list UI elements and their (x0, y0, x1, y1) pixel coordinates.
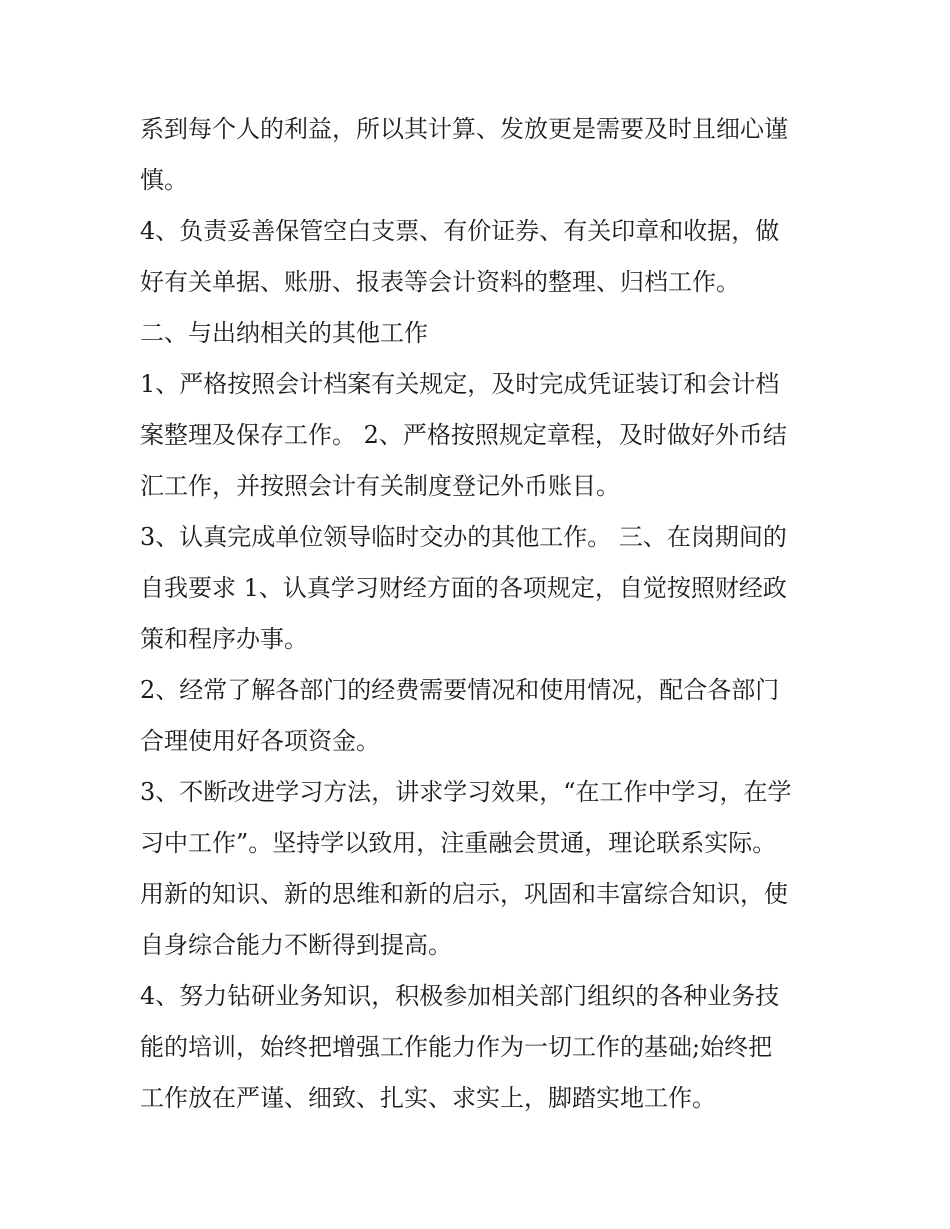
text-line: 工作放在严谨、细致、扎实、求实上，脚踏实地工作。 (140, 1084, 716, 1112)
section-heading: 二、与出纳相关的其他工作 (140, 319, 428, 347)
text-line: 自我要求 1、认真学习财经方面的各项规定，自觉按照财经政 (140, 574, 787, 602)
text-line: 策和程序办事。 (140, 625, 308, 653)
text-line: 好有关单据、账册、报表等会计资料的整理、归档工作。 (140, 268, 740, 296)
text-line: 汇工作，并按照会计有关制度登记外币账目。 (140, 472, 620, 500)
text-line: 案整理及保存工作。 2、严格按照规定章程，及时做好外币结 (140, 421, 787, 449)
text-line: 4、努力钻研业务知识，积极参加相关部门组织的各种业务技 (140, 982, 780, 1010)
text-line: 3、不断改进学习方法，讲求学习效果，“在工作中学习，在学 (140, 778, 792, 806)
text-line: 合理使用好各项资金。 (140, 727, 380, 755)
text-line: 2、经常了解各部门的经费需要情况和使用情况，配合各部门 (140, 676, 780, 704)
text-line: 4、负责妥善保管空白支票、有价证券、有关印章和收据，做 (140, 217, 780, 245)
text-line: 3、认真完成单位领导临时交办的其他工作。 三、在岗期间的 (140, 523, 787, 551)
text-line: 能的培训，始终把增强工作能力作为一切工作的基础;始终把 (140, 1033, 773, 1061)
text-line: 系到每个人的利益，所以其计算、发放更是需要及时且细心谨 (140, 115, 788, 143)
text-line: 习中工作”。坚持学以致用，注重融会贯通，理论联系实际。 (140, 829, 777, 857)
text-line: 慎。 (140, 166, 188, 194)
text-line: 1、严格按照会计档案有关规定，及时完成凭证装订和会计档 (140, 370, 780, 398)
document-body (140, 104, 830, 1124)
text-line: 用新的知识、新的思维和新的启示，巩固和丰富综合知识，使 (140, 880, 788, 908)
text-line: 自身综合能力不断得到提高。 (140, 931, 452, 959)
